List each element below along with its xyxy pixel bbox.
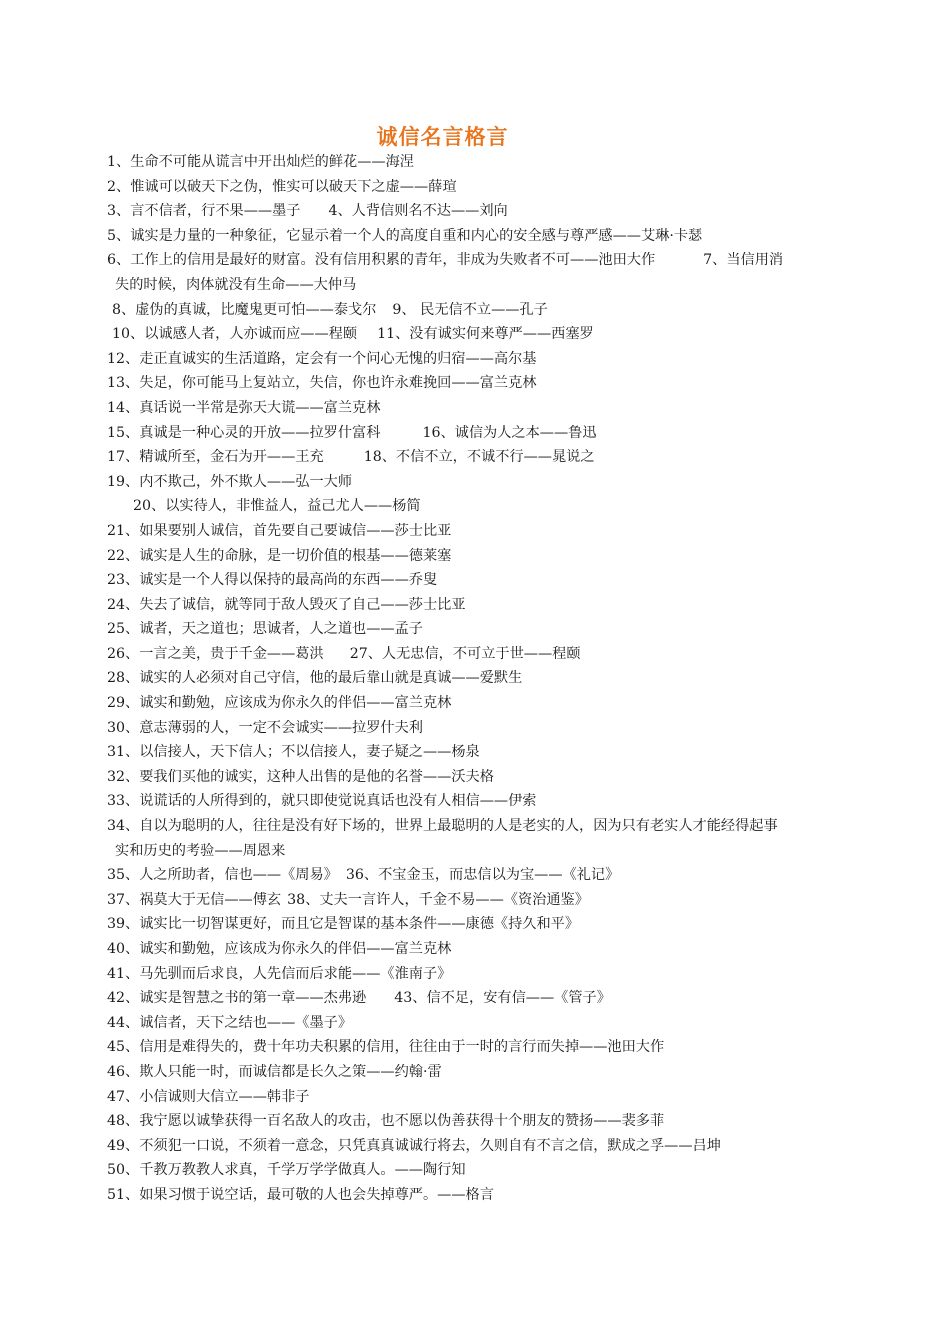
quote-text: 5、诚实是力量的一种象征，它显示着一个人的高度自重和内心的安全感与尊严感——艾琳·卡瑟 (107, 227, 703, 244)
quote-text: 失的时候，肉体就没有生命——大仲马 (115, 276, 357, 293)
quote-line (107, 666, 877, 691)
quote-text: 32、要我们买他的诚实，这种人出售的是他的名誉——沃夫格 (107, 768, 494, 785)
quote-line (107, 396, 877, 421)
quote-line (107, 1085, 877, 1110)
quote-line (107, 642, 877, 667)
quote-text: 42、诚实是智慧之书的第一章——杰弗逊 (107, 990, 367, 1007)
quote-line (107, 519, 877, 544)
quote-text: 40、诚实和勤勉，应该成为你永久的伴侣——富兰克林 (107, 941, 452, 957)
quote-text: 33、说谎话的人所得到的，就只即使觉说真话也没有人相信——伊索 (107, 793, 537, 810)
quote-text: 24、失去了诚信，就等同于敌人毁灭了自己——莎士比亚 (107, 596, 466, 613)
quote-line (107, 470, 877, 495)
quote-text: 47、小信诚则大信立——韩非子 (107, 1088, 310, 1105)
quote-text: 10、以诚感人者，人亦诚而应——程颐 (112, 326, 358, 343)
quote-text-secondary: 38、丈夫一言许人，千金不易——《资治通鉴》 (287, 891, 589, 908)
quote-text-secondary: 7、当信用消 (703, 252, 784, 269)
quote-line (107, 716, 877, 741)
quote-line (107, 765, 877, 790)
quote-text: 48、我宁愿以诚挚获得一百名敌人的攻击，也不愿以伪善获得十个朋友的赞扬——裴多菲 (107, 1113, 665, 1130)
quote-line (107, 740, 877, 765)
quote-text: 26、一言之美，贵于千金——葛洪 (107, 645, 324, 662)
quote-text: 50、千教万教教人求真，千学万学学做真人。——陶行知 (107, 1162, 466, 1179)
quote-line (107, 814, 877, 839)
quote-text: 3、言不信者，行不果——墨子 (107, 203, 301, 220)
quote-line (107, 175, 877, 200)
quote-text: 29、诚实和勤勉，应该成为你永久的伴侣——富兰克林 (107, 695, 452, 712)
quote-line (107, 445, 877, 470)
quote-line (107, 1158, 877, 1183)
quote-text: 2、惟诚可以破天下之伪，惟实可以破天下之虚——薛瑄 (107, 178, 457, 195)
quote-line (107, 494, 877, 519)
quote-line (107, 544, 877, 569)
quote-line (107, 1134, 877, 1159)
quote-line (107, 199, 877, 224)
quote-line (107, 617, 877, 642)
quote-line (107, 273, 877, 298)
quote-text: 6、工作上的信用是最好的财富。没有信用积累的青年，非成为失败者不可——池田大作 (107, 252, 656, 269)
quote-line (107, 937, 877, 962)
quote-text-secondary: 9、 民无信不立——孔子 (392, 301, 548, 318)
quote-text: 44、诚信者，天下之结也——《墨子》 (107, 1014, 353, 1031)
quote-line (107, 863, 877, 888)
quote-text: 49、不须犯一口说，不须着一意念，只凭真真诚诚行将去，久则自有不言之信，默成之孚——吕坤 (107, 1137, 721, 1154)
quote-line (107, 322, 877, 347)
quote-text-secondary: 4、人背信则名不达——刘向 (328, 203, 508, 220)
quote-line (107, 248, 877, 273)
quote-text-secondary: 18、不信不立，不诚不行——晁说之 (363, 449, 595, 466)
quote-text-secondary: 36、不宝金玉，而忠信以为宝——《礼记》 (345, 867, 620, 884)
quote-text: 8、虚伪的真诚，比魔鬼更可怕——泰戈尔 (112, 301, 377, 318)
quote-text: 17、精诚所至，金石为开——王充 (107, 449, 324, 466)
quote-line (107, 593, 877, 618)
quote-text: 21、如果要别人诚信，首先要自己要诚信——莎士比亚 (107, 522, 452, 539)
quote-list (107, 150, 877, 1208)
quote-text: 35、人之所助者，信也——《周易》 (107, 867, 338, 884)
quote-text-secondary: 27、人无忠信，不可立于世——程颐 (349, 645, 581, 662)
quote-text: 1、生命不可能从谎言中开出灿烂的鲜花——海涅 (107, 154, 414, 170)
quote-line (107, 789, 877, 814)
quote-text: 31、以信接人，天下信人；不以信接人，妻子疑之——杨泉 (107, 744, 480, 761)
quote-text: 22、诚实是人生的命脉，是一切价值的根基——德莱塞 (107, 547, 452, 564)
quote-text: 41、马先驯而后求良，人先信而后求能——《淮南子》 (107, 965, 452, 982)
quote-line (107, 224, 877, 249)
quote-line (107, 1011, 877, 1036)
quote-text: 30、意志薄弱的人，一定不会诚实——拉罗什夫利 (107, 719, 423, 736)
quote-line (107, 298, 877, 323)
quote-text: 12、走正直诚实的生活道路，定会有一个问心无愧的归宿——高尔基 (107, 350, 537, 367)
quote-text: 15、真诚是一种心灵的开放——拉罗什富科 (107, 424, 381, 441)
quote-text: 46、欺人只能一时，而诚信都是长久之策——约翰·雷 (107, 1063, 442, 1080)
quote-line (107, 1183, 877, 1208)
quote-text: 14、真话说一半常是弥天大谎——富兰克林 (107, 399, 381, 416)
quote-line (107, 347, 877, 372)
quote-text: 20、以实待人，非惟益人，益己尤人——杨简 (133, 498, 421, 515)
quote-line (107, 839, 877, 864)
quote-text: 37、祸莫大于无信——傅玄 (107, 891, 282, 908)
quote-text: 23、诚实是一个人得以保持的最高尚的东西——乔叟 (107, 572, 438, 589)
quote-text: 28、诚实的人必须对自己守信，他的最后靠山就是真诚——爱默生 (107, 670, 523, 687)
quote-text: 51、如果习惯于说空话，最可敬的人也会失掉尊严。——格言 (107, 1186, 494, 1203)
quote-line (107, 986, 877, 1011)
quote-line (107, 1035, 877, 1060)
quote-text-secondary: 43、信不足，安有信——《管子》 (394, 990, 611, 1007)
quote-text: 13、失足，你可能马上复站立，失信，你也许永难挽回——富兰克林 (107, 375, 537, 392)
quote-text-secondary: 16、诚信为人之本——鲁迅 (422, 424, 597, 441)
quote-line (107, 691, 877, 716)
quote-line (107, 371, 877, 396)
quote-text: 实和历史的考验——周恩来 (115, 842, 286, 859)
quote-line (107, 568, 877, 593)
quote-line (107, 962, 877, 987)
quote-text: 39、诚实比一切智谋更好，而且它是智谋的基本条件——康德《持久和平》 (107, 916, 580, 933)
quote-line (107, 1060, 877, 1085)
quote-line (107, 1109, 877, 1134)
quote-line (107, 912, 877, 937)
quote-line (107, 150, 877, 175)
quote-text: 45、信用是难得失的，费十年功夫积累的信用，往往由于一时的言行而失掉——池田大作 (107, 1039, 665, 1056)
quote-line (107, 888, 877, 913)
quote-text: 19、内不欺己，外不欺人——弘一大师 (107, 473, 353, 490)
page-title: 诚信名言格言 (376, 125, 509, 149)
quote-line (107, 421, 877, 446)
quote-text: 25、诚者，天之道也；思诚者，人之道也——孟子 (107, 621, 423, 638)
quote-text: 34、自以为聪明的人，往往是没有好下场的，世界上最聪明的人是老实的人，因为只有老实人才能经得起事 (107, 818, 778, 835)
quote-text-secondary: 11、没有诚实何来尊严——西塞罗 (377, 326, 594, 343)
